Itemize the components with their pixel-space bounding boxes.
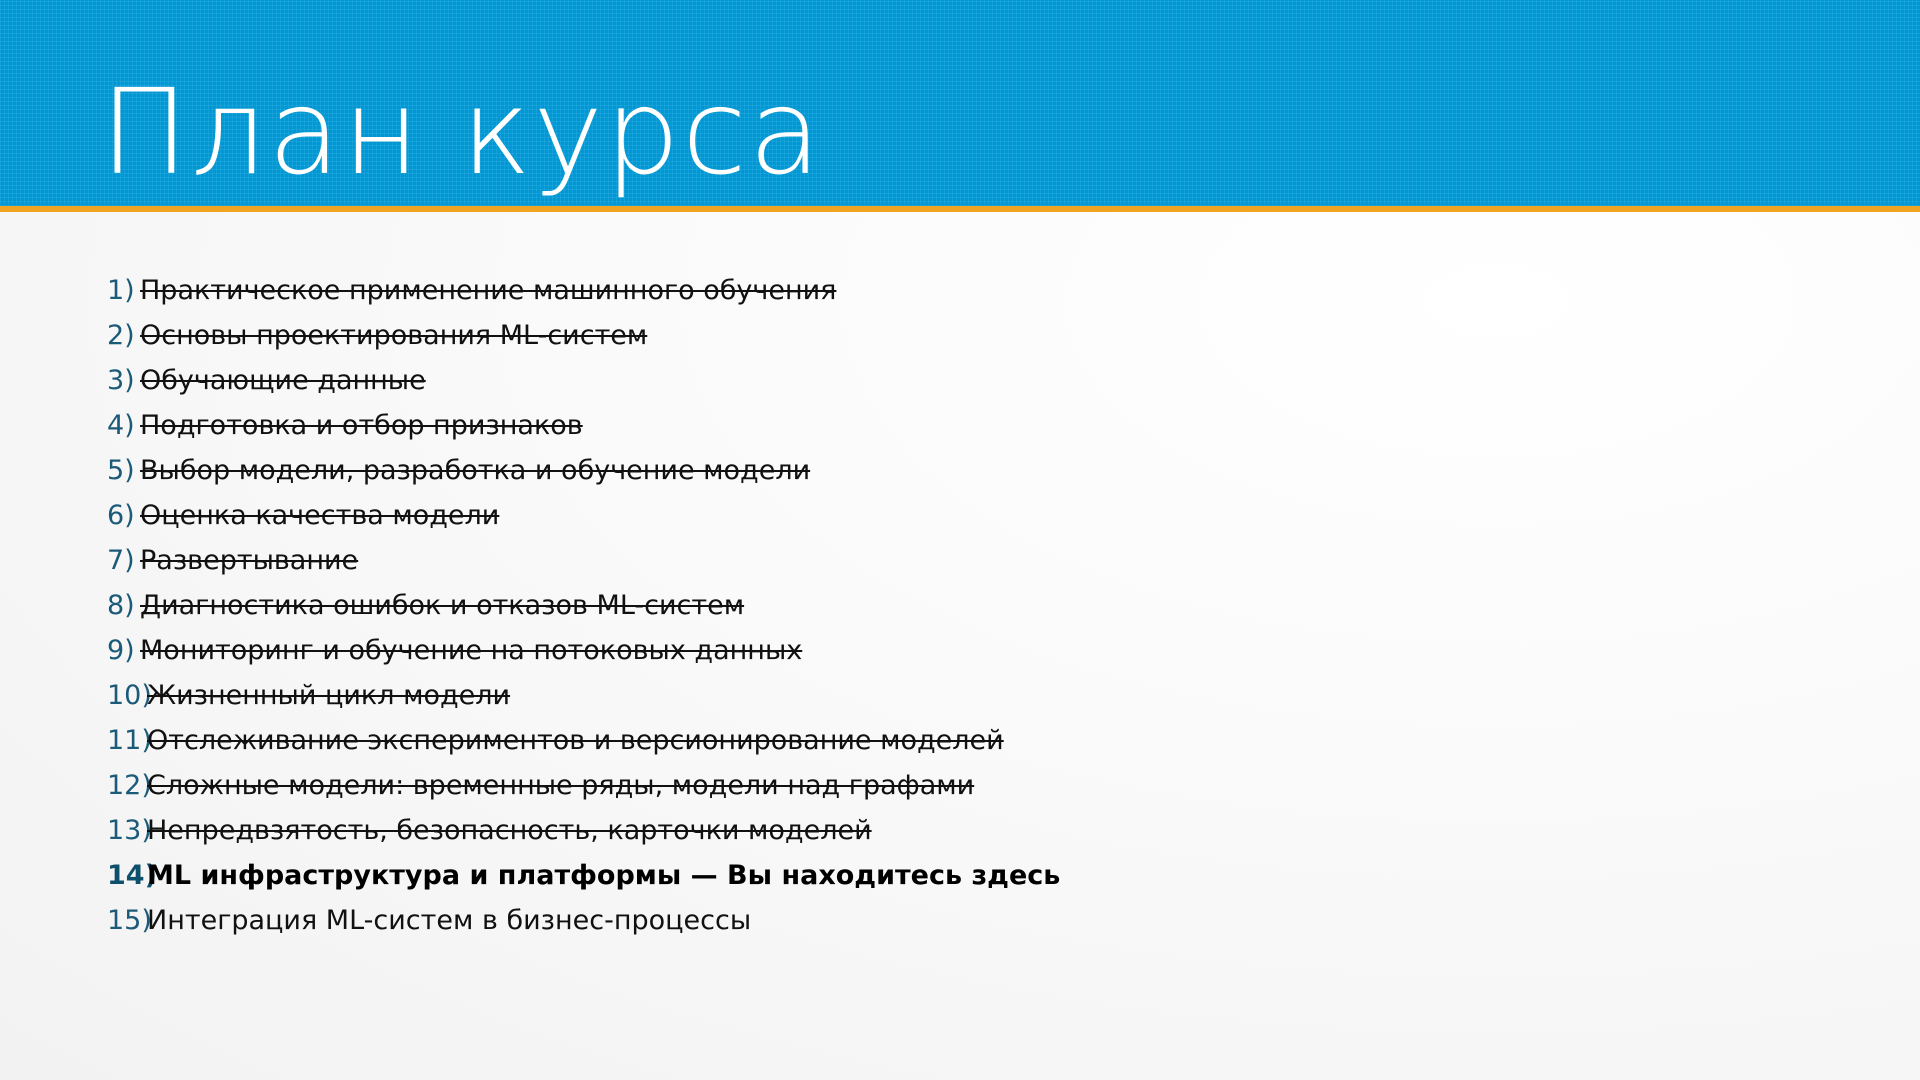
list-item-number: 7) bbox=[107, 545, 135, 576]
list-item-text: Жизненный цикл модели bbox=[147, 680, 511, 711]
list-item-text: Выбор модели, разработка и обучение модели bbox=[140, 455, 811, 486]
list-item-text: Подготовка и отбор признаков bbox=[140, 410, 583, 441]
list-item-text: Диагностика ошибок и отказов ML-систем bbox=[140, 590, 745, 621]
list-item-number: 12) bbox=[107, 770, 152, 801]
list-item-text: Непредвзятость, безопасность, карточки моделей bbox=[147, 815, 872, 846]
list-item-number: 14) bbox=[107, 860, 157, 891]
list-item-number: 11) bbox=[107, 725, 152, 756]
list-item-text: Обучающие данные bbox=[140, 365, 426, 396]
list-item-text: Развертывание bbox=[140, 545, 359, 576]
list-item-number: 15) bbox=[107, 905, 152, 936]
list-item-text: Отслеживание экспериментов и версионирование моделей bbox=[147, 725, 1004, 756]
list-item-number: 8) bbox=[107, 590, 135, 621]
list-item-text: Интеграция ML-систем в бизнес-процессы bbox=[147, 905, 752, 936]
list-item-number: 13) bbox=[107, 815, 152, 846]
list-item-number: 5) bbox=[107, 455, 135, 486]
list-item-number: 1) bbox=[107, 275, 135, 306]
list-item-number: 10) bbox=[107, 680, 152, 711]
list-item-number: 2) bbox=[107, 320, 135, 351]
list-item-text: Оценка качества модели bbox=[140, 500, 500, 531]
slide-header bbox=[0, 0, 1920, 206]
list-item-number: 9) bbox=[107, 635, 135, 666]
list-item-number: 3) bbox=[107, 365, 135, 396]
list-item-number: 6) bbox=[107, 500, 135, 531]
list-item-text: Мониторинг и обучение на потоковых данных bbox=[140, 635, 803, 666]
list-item-text: Практическое применение машинного обучения bbox=[140, 275, 837, 306]
list-item-text: Сложные модели: временные ряды, модели над графами bbox=[147, 770, 975, 801]
slide-title: План курса bbox=[100, 63, 824, 201]
list-item-text: ML инфраструктура и платформы — Вы находитесь здесь bbox=[147, 860, 1061, 891]
header-accent-line bbox=[0, 206, 1920, 212]
list-item-text: Основы проектирования ML-систем bbox=[140, 320, 648, 351]
list-item-number: 4) bbox=[107, 410, 135, 441]
